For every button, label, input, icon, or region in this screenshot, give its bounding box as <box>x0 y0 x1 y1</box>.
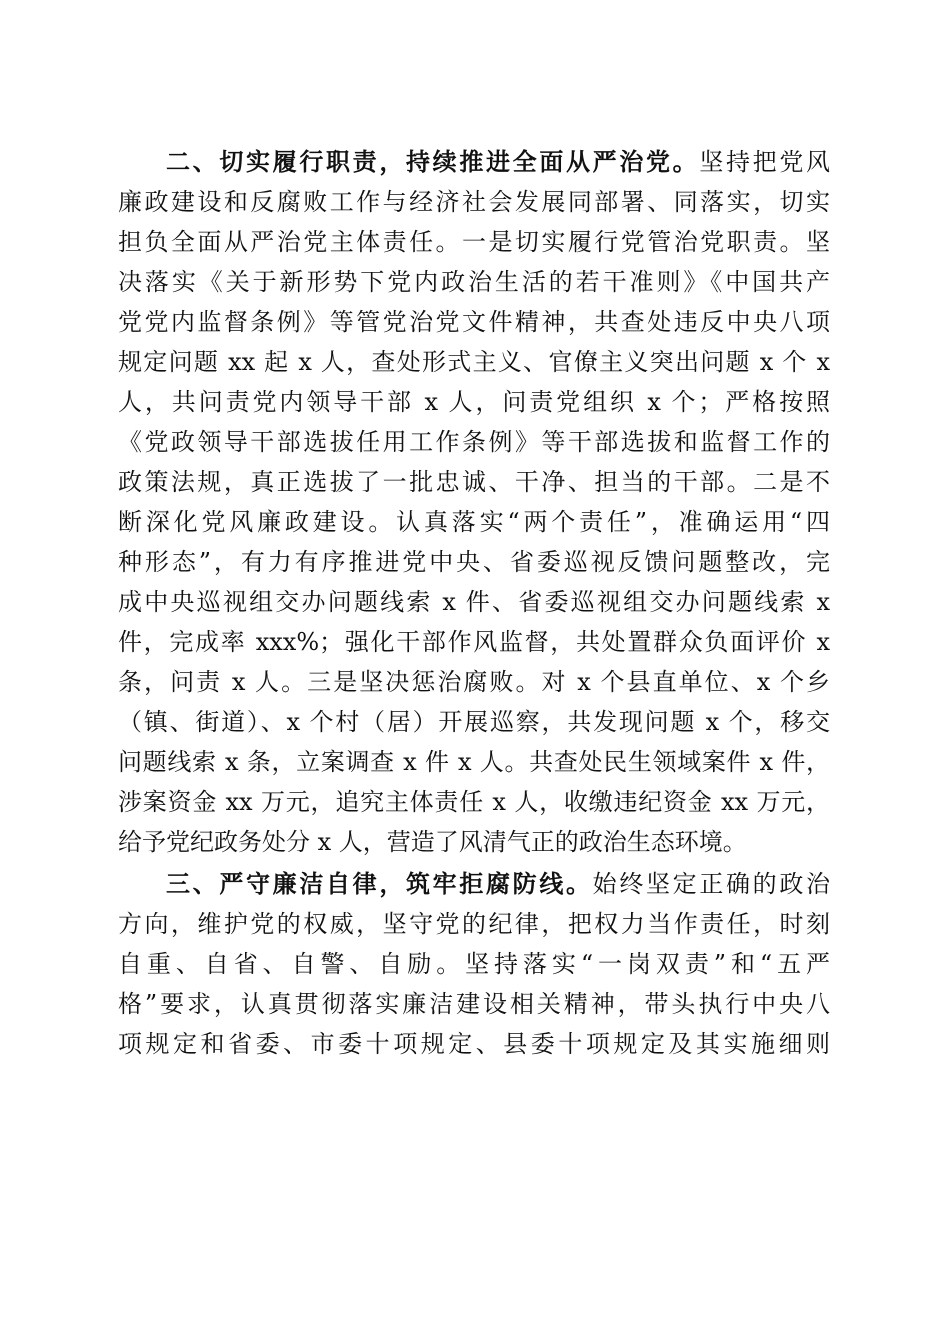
paragraph-1-line: 人，共问责党内领导干部 x 人，问责党组织 x 个；严格按照 <box>118 388 830 416</box>
paragraph-1-line: 担负全面从严治党主体责任。一是切实履行党管治党职责。坚 <box>118 228 830 256</box>
paragraph-1-line: 成中央巡视组交办问题线索 x 件、省委巡视组交办问题线索 x <box>118 588 830 616</box>
paragraph-1-line: 问题线索 x 条，立案调查 x 件 x 人。共查处民生领域案件 x 件， <box>118 748 830 776</box>
paragraph-1-line: 规定问题 xx 起 x 人，查处形式主义、官僚主义突出问题 x 个 x <box>118 348 830 376</box>
paragraph-1-line: 廉政建设和反腐败工作与经济社会发展同部署、同落实，切实 <box>118 188 830 216</box>
paragraph-2-line: 项规定和省委、市委十项规定、县委十项规定及其实施细则 <box>118 1030 830 1058</box>
paragraph-1-line: 种形态”，有力有序推进党中央、省委巡视反馈问题整改，完 <box>118 548 830 576</box>
paragraph-2-heading: 三、严守廉洁自律，筑牢拒腐防线。 <box>166 870 593 898</box>
paragraph-2-line: 格”要求，认真贯彻落实廉洁建设相关精神，带头执行中央八 <box>118 990 830 1018</box>
paragraph-1-line: （镇、街道）、x 个村（居）开展巡察，共发现问题 x 个，移交 <box>118 708 830 736</box>
paragraph-1-line: 断深化党风廉政建设。认真落实“两个责任”，准确运用“四 <box>118 508 830 536</box>
paragraph-1-line: 政策法规，真正选拔了一批忠诚、干净、担当的干部。二是不 <box>118 468 830 496</box>
paragraph-2-line-1 <box>118 864 830 904</box>
paragraph-2-line: 自重、自省、自警、自励。坚持落实“一岗双责”和“五严 <box>118 950 830 978</box>
paragraph-1-text: 坚持把党风 <box>699 148 831 176</box>
paragraph-2-line: 方向，维护党的权威，坚守党的纪律，把权力当作责任，时刻 <box>118 910 830 938</box>
paragraph-1-line: 件，完成率 xxx%；强化干部作风监督，共处置群众负面评价 x <box>118 628 830 656</box>
paragraph-1-line: 条，问责 x 人。三是坚决惩治腐败。对 x 个县直单位、x 个乡 <box>118 668 830 696</box>
paragraph-1-line: 《党政领导干部选拔任用工作条例》等干部选拔和监督工作的 <box>118 428 830 456</box>
paragraph-1-line: 决落实《关于新形势下党内政治生活的若干准则》《中国共产 <box>118 268 830 296</box>
paragraph-1-heading: 二、切实履行职责，持续推进全面从严治党。 <box>166 148 700 176</box>
document-body <box>118 142 830 1064</box>
paragraph-1-line: 涉案资金 xx 万元，追究主体责任 x 人，收缴违纪资金 xx 万元， <box>118 788 830 816</box>
paragraph-1-line: 党党内监督条例》等管党治党文件精神，共查处违反中央八项 <box>118 308 830 336</box>
paragraph-2-text: 始终坚定正确的政治 <box>592 870 831 898</box>
paragraph-1-line: 给予党纪政务处分 x 人，营造了风清气正的政治生态环境。 <box>118 828 747 856</box>
paragraph-1-line-1 <box>118 142 830 182</box>
